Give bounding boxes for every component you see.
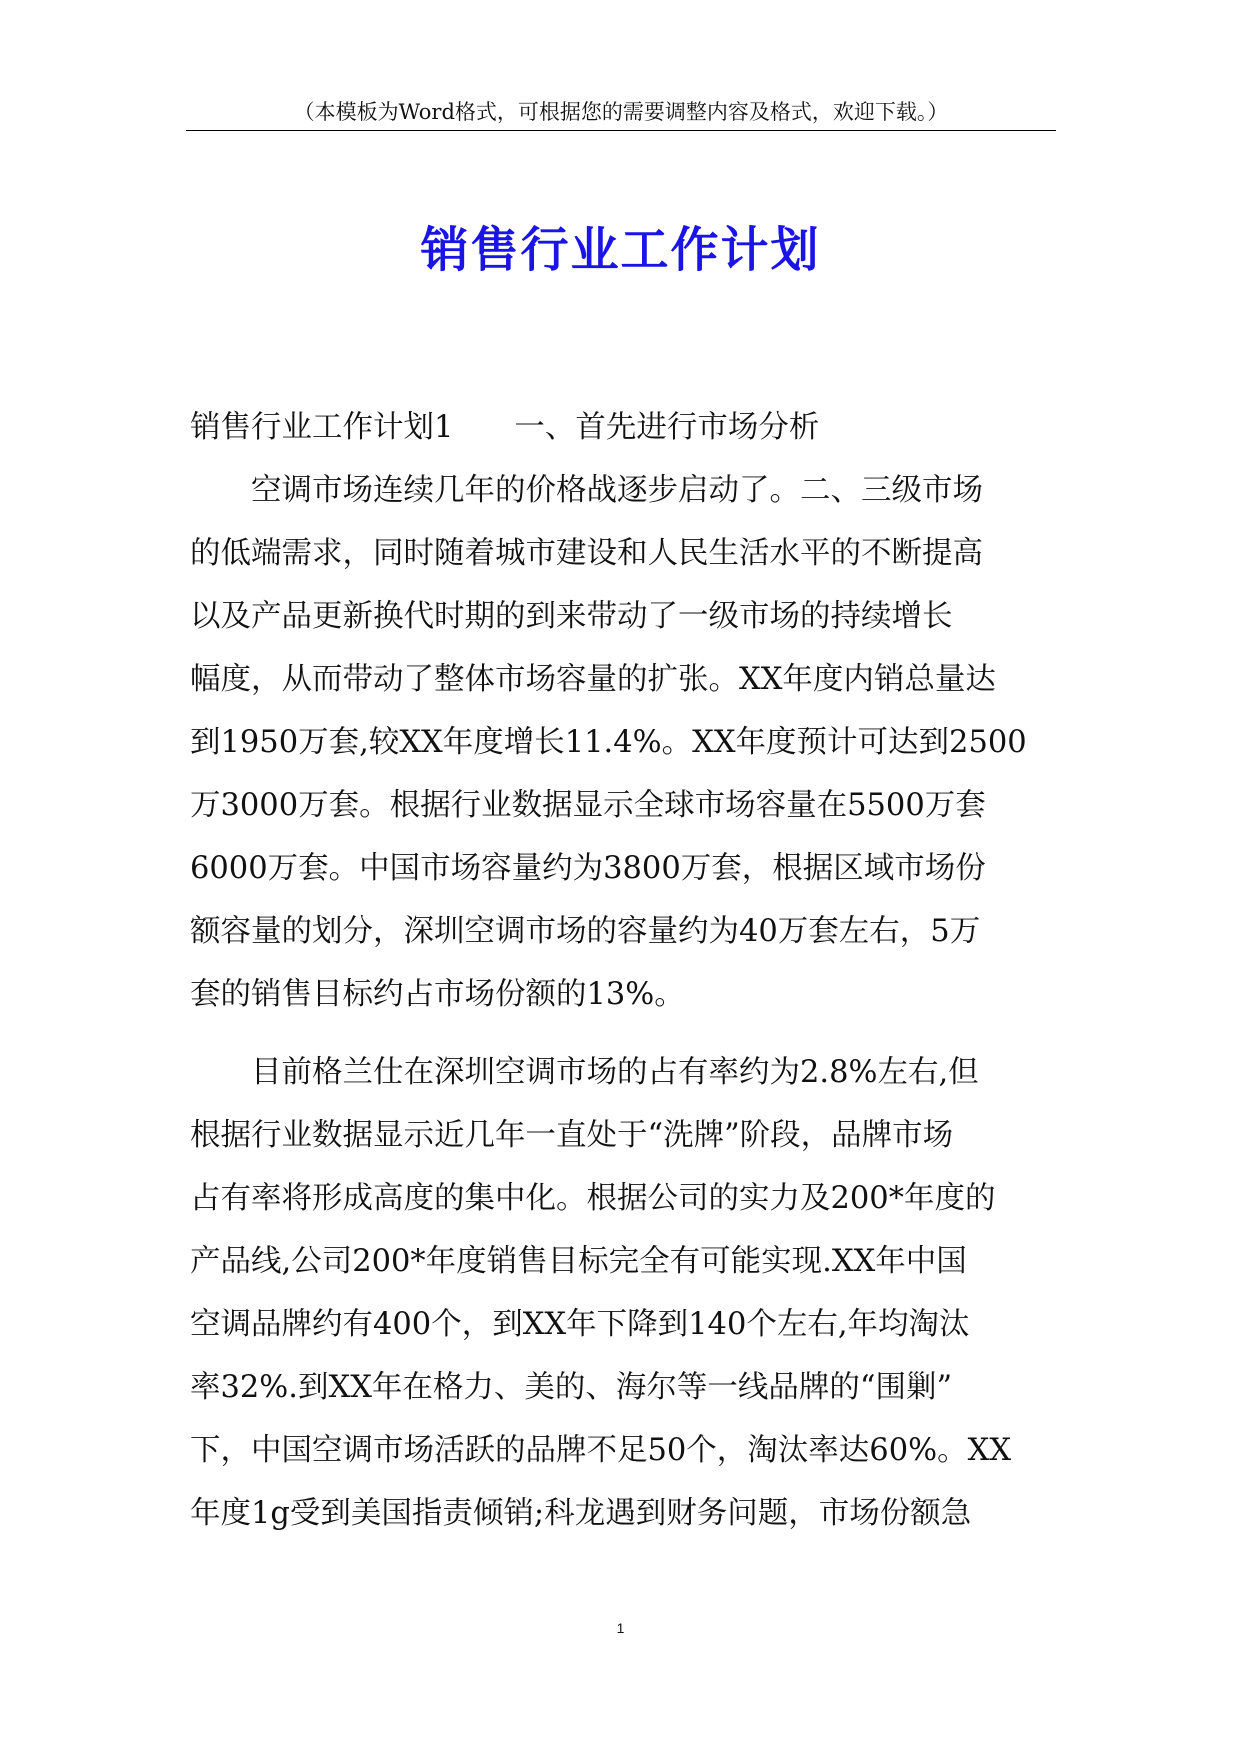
template-note: （本模板为Word格式，可根据您的需要调整内容及格式，欢迎下载。） bbox=[293, 100, 949, 124]
body-line: 下，中国空调市场活跃的品牌不足50个，淘汰率达60%。XX bbox=[190, 1433, 1012, 1468]
body-line: 销售行业工作计划1 一、首先进行市场分析 bbox=[190, 410, 820, 445]
body-line: 额容量的划分，深圳空调市场的容量约为40万套左右，5万 bbox=[190, 914, 981, 949]
body-line: 6000万套。中国市场容量约为3800万套，根据区域市场份 bbox=[190, 851, 986, 886]
body-line: 占有率将形成高度的集中化。根据公司的实力及200*年度的 bbox=[190, 1181, 996, 1216]
header-divider bbox=[186, 130, 1056, 131]
body-line: 年度1g受到美国指责倾销;科龙遇到财务问题，市场份额急 bbox=[190, 1496, 972, 1531]
body-line: 的低端需求，同时随着城市建设和人民生活水平的不断提高 bbox=[190, 536, 983, 571]
body-line: 万3000万套。根据行业数据显示全球市场容量在5500万套 bbox=[190, 788, 986, 823]
body-line: 根据行业数据显示近几年一直处于“洗牌”阶段，品牌市场 bbox=[190, 1118, 954, 1153]
paragraph-spacer bbox=[190, 1026, 1060, 1041]
body-line: 产品线,公司200*年度销售目标完全有可能实现.XX年中国 bbox=[190, 1244, 967, 1279]
body-line: 幅度，从而带动了整体市场容量的扩张。XX年度内销总量达 bbox=[190, 662, 996, 697]
document-title: 销售行业工作计划 bbox=[420, 222, 821, 278]
body-line: 空调市场连续几年的价格战逐步启动了。二、三级市场 bbox=[190, 473, 983, 508]
page-number: 1 bbox=[616, 1620, 625, 1636]
body-line: 套的销售目标约占市场份额的13%。 bbox=[190, 977, 685, 1012]
document-body bbox=[190, 396, 1060, 1545]
body-line: 目前格兰仕在深圳空调市场的占有率约为2.8%左右,但 bbox=[190, 1055, 979, 1090]
body-line: 到1950万套,较XX年度增长11.4%。XX年度预计可达到2500 bbox=[190, 725, 1027, 760]
body-line: 以及产品更新换代时期的到来带动了一级市场的持续增长 bbox=[190, 599, 953, 634]
body-line: 率32%.到XX年在格力、美的、海尔等一线品牌的“围剿” bbox=[190, 1370, 953, 1405]
body-line: 空调品牌约有400个，到XX年下降到140个左右,年均淘汰 bbox=[190, 1307, 970, 1342]
